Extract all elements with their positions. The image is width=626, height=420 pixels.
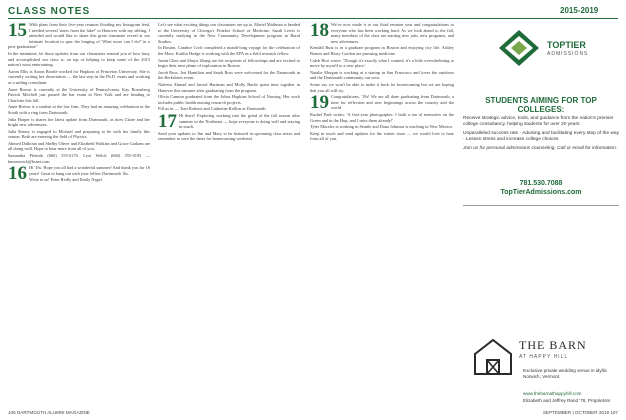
class-note-text: Anne Brown is currently at the University of Pennsylvania. Kay Rosenberg Patrick Mitchell just passed the bar exam in New York and are heading to Charlotte this fall. (8, 86, 150, 103)
class-note-text: Olivia Cannon graduated from the Johns Hopkins School of Nursing. Her work includes public health nursing research projects. (158, 94, 300, 105)
ad-line: Unparalleled success rate · Advising and facilitating every step of the way · Lessen stress and increase college choices (463, 131, 619, 142)
class-note-text: With plans from their five-year reunion flooding my Instagram feed, I needed several 'notes from the lake!' to Hanover with my sibling. I attended and would like to share this great classmate reveal at our intimate location to spur the longing of 'What more can I do?' in a post-graduation!' (8, 22, 150, 50)
class-note-text: Keep in touch and send updates for the winter issue — we would love to hear from all of you. (310, 130, 454, 142)
barn-subtitle: AT HAPPY HILL (519, 354, 569, 360)
class-note-text: Tyler Morales is working in Seattle and Dana Johnson is teaching in New Mexico. (310, 124, 454, 130)
class-note-text: Aaron Ellis is Aaron Brodie worked for Hopkins of Princeton University. She is currently writing her dissertation — the last step in the Ph.D. exam and working as a sailing consultant. (8, 68, 150, 85)
class-note-text: Some say we won't be able to make it back for homecoming but we are hoping that you all will try. (310, 81, 454, 93)
footer-left: 106 DARTMOUTH ALUMNI MAGAZINE (8, 410, 90, 415)
class-note-paragraph (158, 82, 300, 93)
column-1 (8, 22, 150, 406)
class-note-text: Natalie Morgan is working at a startup in San Francisco and loves the outdoors and the Dartmouth community out west. (310, 69, 454, 81)
class-note-paragraph (8, 141, 150, 152)
class-note-paragraph (8, 177, 150, 183)
class-note-paragraph (158, 94, 300, 105)
class-year-dropcap: 16 (8, 163, 27, 185)
header-rule (8, 18, 618, 19)
class-note-text: Write to us! Peter Reilly and Emily Nagel. (29, 177, 103, 183)
ad-phone[interactable]: 781.530.7088 (519, 180, 563, 187)
class-note-paragraph (158, 45, 300, 56)
class-note-paragraph (8, 69, 150, 86)
class-note-paragraph (310, 70, 454, 81)
toptier-ad[interactable] (463, 22, 619, 406)
class-note-paragraph (158, 131, 300, 142)
class-note-text: Jacob Ross, Jeri Hamilton and Sarah Ross were welcomed for the Dartmouth in the Berkshires event. (158, 69, 300, 81)
class-note-paragraph (310, 45, 454, 56)
brand-subtitle: ADMISSIONS (547, 51, 589, 57)
class-note-paragraph (310, 92, 454, 114)
brand-name: TOPTIER (547, 40, 586, 50)
class-note-paragraph (8, 129, 150, 140)
class-year-dropcap: 19 (310, 92, 329, 114)
ad-body (463, 116, 619, 152)
barn-title: THE BARN (519, 338, 587, 352)
class-note-text: Hi there! Exploring working into the grind of the fall season after summer in the Northeast — hope everyone is doing well and staying in touch. (179, 112, 300, 130)
class-note-text: We've now made it to our third reunion year and congratulations to everyone who has been working hard. As we look ahead to the fall, many members of the class are starting new jobs, new programs, and new adventures. (331, 22, 454, 44)
class-year-dropcap: 17 (158, 110, 177, 132)
barn-text: Exclusive private wedding venue in idyllic Norwich, Vermont. (523, 368, 608, 379)
class-note-paragraph (158, 58, 300, 69)
class-note-text: Hi '16s. Hope you all had a wonderful summer! And thank you for 16 years! Great to hang out with your fellow Dartmouth 16s. (29, 165, 150, 176)
class-note-text: Anne Brown is a student at the law firm. They had an amazing celebration in the South with a ring from Dartmouth. (8, 104, 150, 115)
class-note-text: Caleb Rice wrote: 'Though it's exactly what I wanted, it's a little overwhelming to move by myself to a new place.' (310, 57, 454, 69)
class-note-text: In the meantime, let those updates from our classmates remind you of how busy and accomplished our class is, on top of helping to keep some of the 2015 nation's most entertaining. (8, 50, 150, 68)
barn-ad[interactable] (463, 334, 619, 414)
class-note-paragraph (310, 22, 454, 44)
column-3 (310, 22, 454, 406)
class-note-text: Fill us in — Tom Roberts and Catherine Rollins at Dartmouth. (158, 106, 267, 112)
class-note-paragraph (158, 22, 300, 44)
class-note-paragraph (310, 82, 454, 93)
class-note-text: Julia Harper is shares her latest update from Dartmouth, as does Claire and her bright new adventures. (8, 116, 150, 128)
class-year-dropcap: 15 (8, 20, 27, 41)
class-note-paragraph (158, 70, 300, 81)
class-note-text: Julia Kenny is engaged to Michael and preparing to be with her family this season. Both are entering the field of Physics. (8, 128, 150, 140)
class-note-paragraph (8, 104, 150, 115)
class-note-paragraph (310, 131, 454, 142)
class-note-text: In Boston, Candice Croft completed a month-long voyage for the celebration of the Mass. Kaitlin Hodge is working with the EPA as a field research fellow. (158, 45, 300, 56)
class-note-text: Rachel Park writes: 'A first-year photographer. I built a ton of memories on the Green and in the Hop, and I miss them already!' (310, 111, 454, 123)
class-note-paragraph (158, 106, 300, 112)
barn-proprietors: Elizabeth and Jeffrey Rand '76, Proprietors (523, 398, 611, 403)
class-note-paragraph (310, 124, 454, 130)
barn-website-link[interactable]: www.thebarnathappyhill.com (523, 391, 582, 396)
class-note-paragraph (8, 153, 150, 164)
divider (463, 205, 619, 206)
ad-line: Join us for personal admissions counseling. Call or email for information. (463, 146, 618, 151)
class-note-text: Ahmed Dalhoun and Shelby Oliver and Elizabeth Watkins and Grace Graham are all doing well. Hope to hear more from all of you. (8, 140, 150, 152)
toptier-logo-icon (463, 28, 619, 84)
class-note-text: Congratulations, '19s! We are all done graduating from Dartmouth, a time for reflection and new beginnings across the country and the world. (331, 94, 454, 111)
page-footer (0, 410, 626, 420)
class-note-paragraph (8, 87, 150, 104)
class-note-paragraph (310, 112, 454, 123)
footer-right: SEPTEMBER | OCTOBER 2019 107 (542, 410, 618, 415)
class-note-text: Samantha Plettnik (660) 555-0170. Lexi Welch (660) 555-0195 — kmnetwork@bsnet.com (8, 153, 150, 164)
class-note-text: Kendall Ruiz is in a graduate program in Boston and enjoying city life. Ashley Barnes and Harry Gordon are pursuing medicine. (310, 45, 454, 56)
section-title: CLASS NOTES (8, 6, 91, 17)
ad-tagline: STUDENTS AIMING FOR TOP COLLEGES: (485, 96, 597, 114)
class-note-paragraph (8, 22, 150, 50)
class-note-paragraph (158, 110, 300, 132)
ad-line: Receive strategic advice, tools, and guidance from the nation's premier college consultancy, helping students for over 20 years. (463, 116, 614, 127)
class-note-text: Let's see what exciting things our classmates are up to. Martel Mailman is headed to the University of Chicago's Pritzker School of Medicine. Sarah Lewis is currently studying in the New Community Development program in Rural Studies. (158, 22, 300, 44)
ad-website-link[interactable]: TopTierAdmissions.com (500, 189, 582, 196)
class-note-paragraph (8, 51, 150, 68)
column-2 (158, 22, 300, 406)
year-range: 2015-2019 (560, 6, 599, 15)
class-note-paragraph (8, 117, 150, 128)
class-note-paragraph (310, 58, 454, 69)
page-header (0, 0, 626, 20)
class-note-text: Justin Chen and Shuyu Zhang are the recipients of fellowships and are excited to begin their next phase of exploration in Boston. (158, 57, 300, 69)
class-note-text: Nafeesa Ahmad and Jarrod Hartman and Molly Burke spent time together in Hanover this summer after graduating from the program. (158, 81, 300, 93)
barn-icon (471, 336, 515, 376)
class-note-text: Send your updates to Jim and Mary to be featured in upcoming class notes and remember to save the dates for homecoming weekend. (158, 130, 300, 142)
class-year-dropcap: 18 (310, 20, 329, 41)
